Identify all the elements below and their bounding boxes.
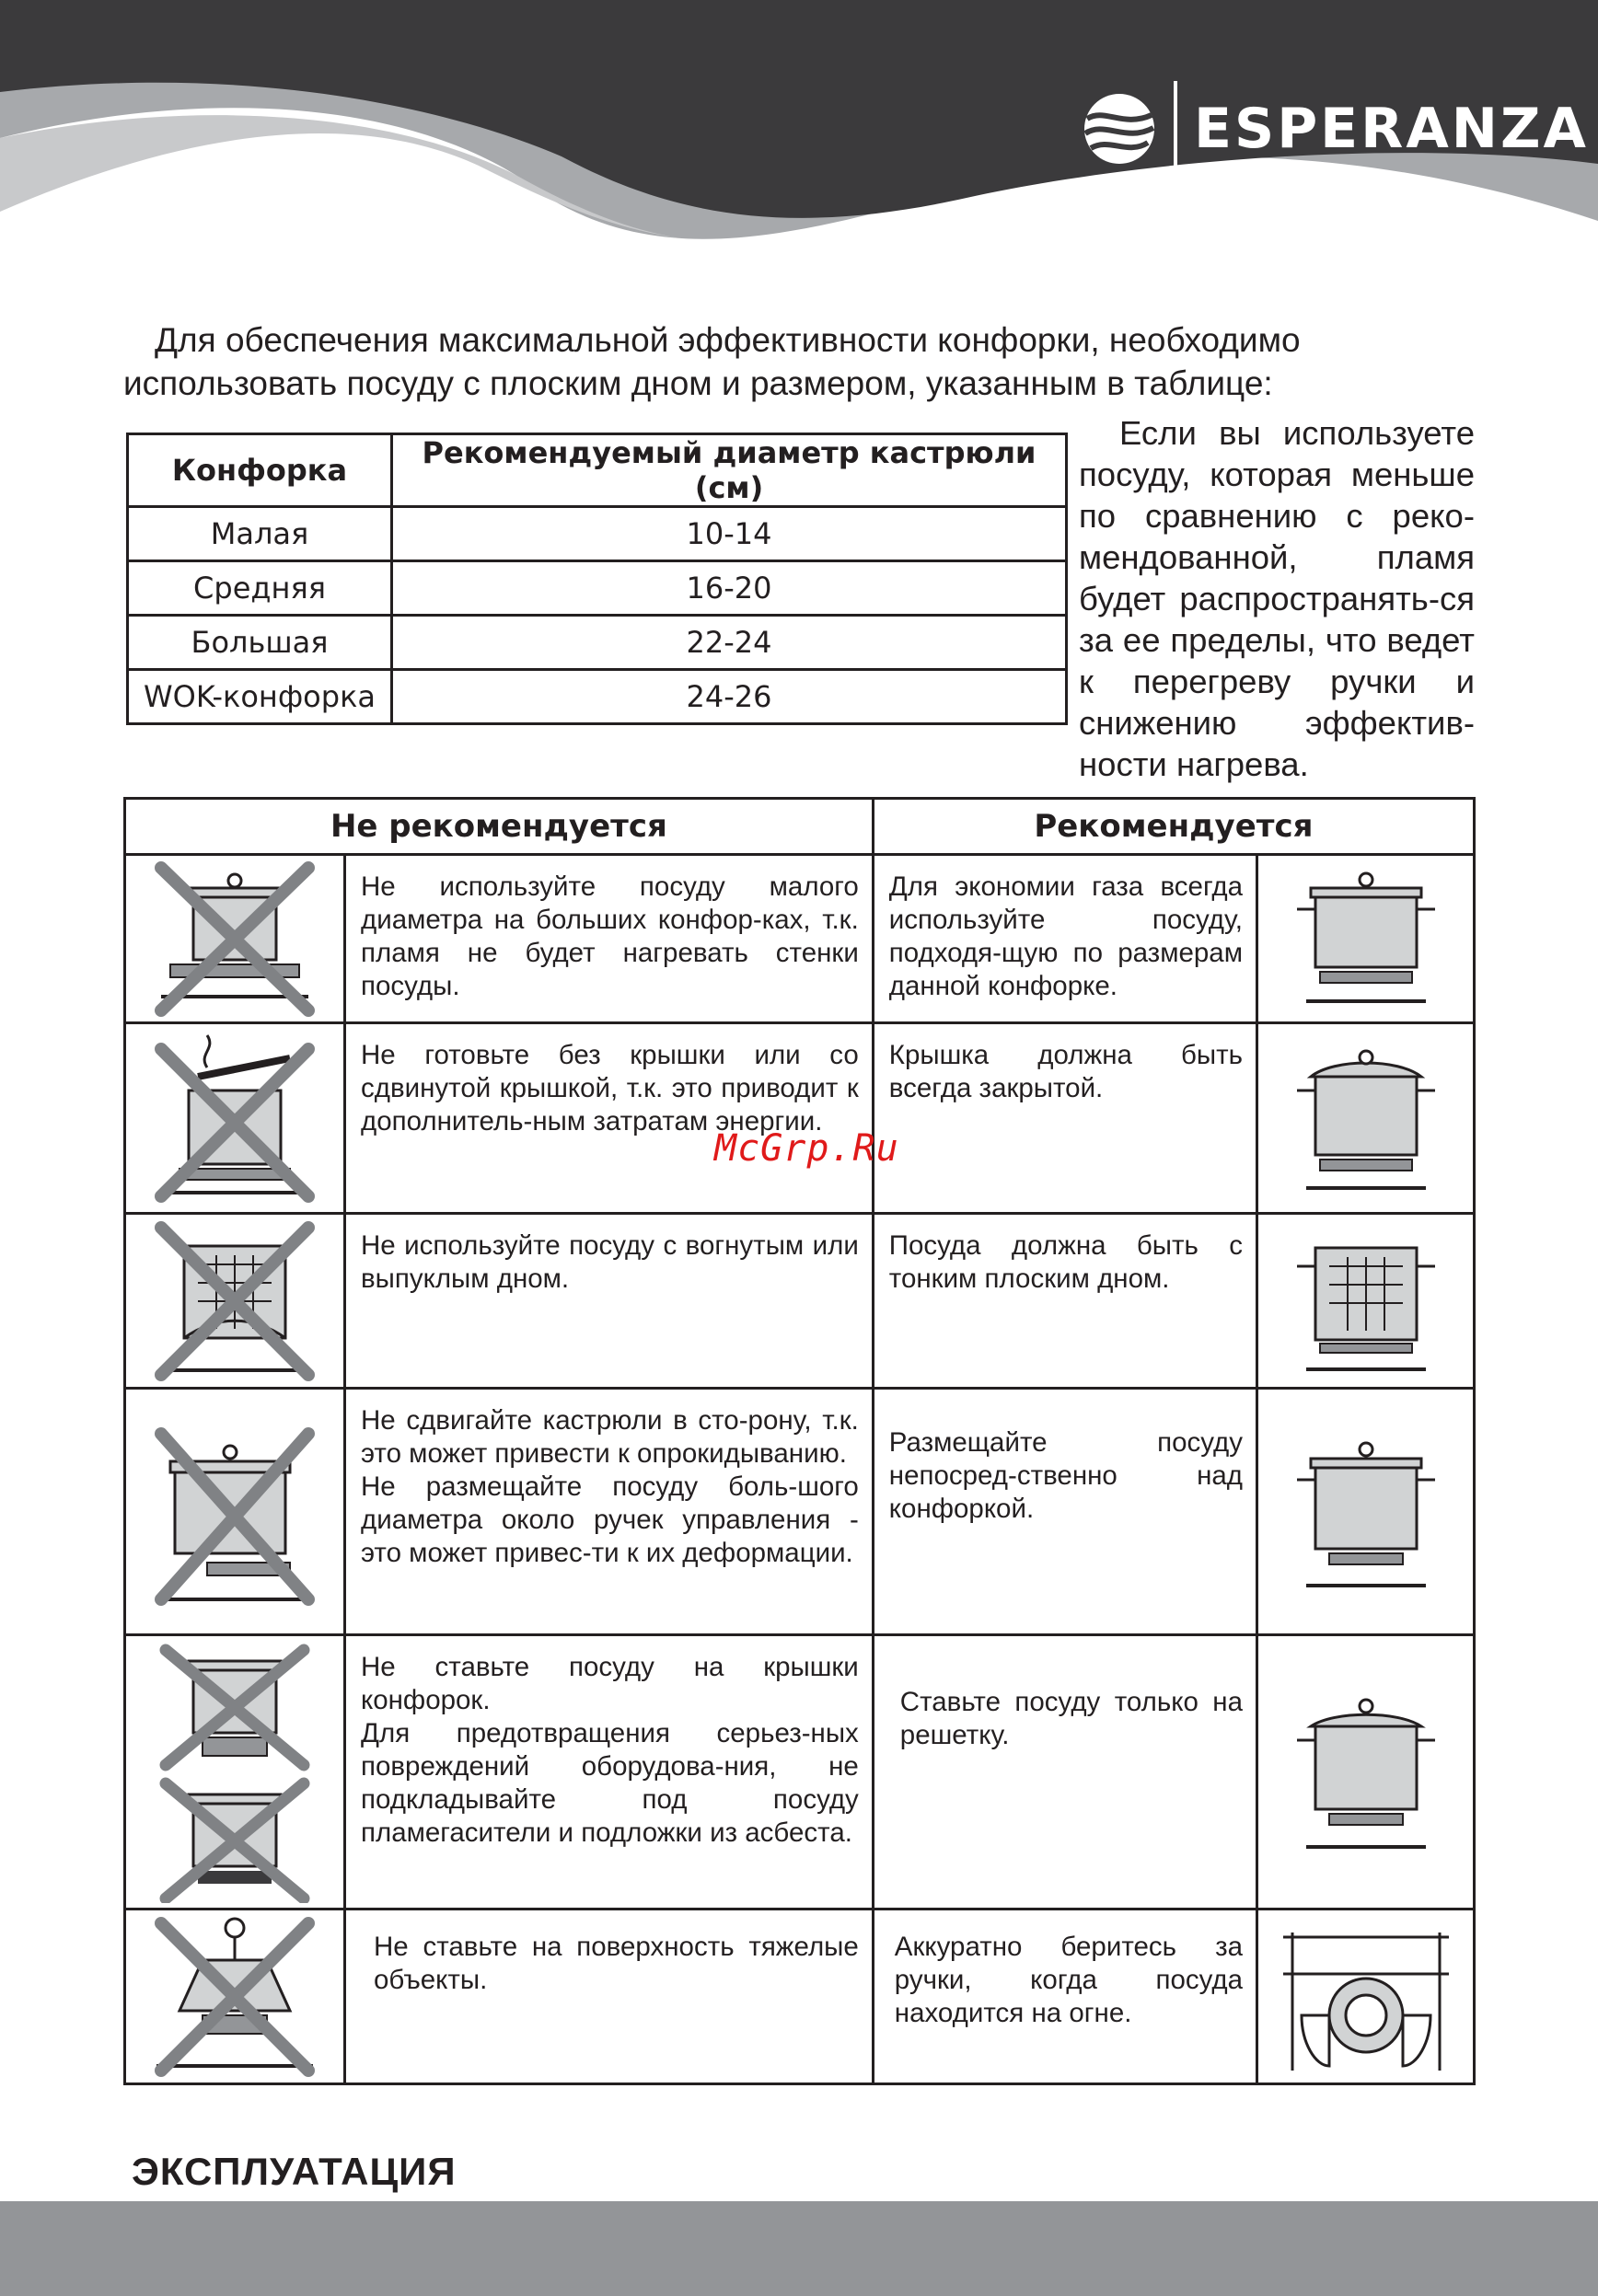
bad-practice-text: Не ставьте посуду на крышки конфорок. Для предотвращения серьез-ных повреждений оборудова-ния, не подкладывайте под посуду пламегасители и подложки из асбеста. [345, 1635, 874, 1909]
good-practice-text: Ставьте посуду только на решетку. [873, 1635, 1256, 1909]
bad-pot-image [125, 1389, 345, 1635]
pot-open-lid-crossed-icon [143, 1031, 327, 1206]
brand-logo [1082, 81, 1589, 177]
guide-row [125, 1635, 1475, 1909]
recommendations-table [123, 797, 1476, 2085]
bad-practice-text: Не готовьте без крышки или со сдвинутой крышкой, т.к. это приводит к дополнитель-ным затратам энергии. [345, 1023, 874, 1214]
fitting-pot-icon [1279, 863, 1453, 1015]
header-not-recommended: Не рекомендуется [125, 799, 874, 855]
pot-on-cap-crossed-icon [143, 1641, 327, 1903]
flat-bottom-pot-icon [1279, 1220, 1453, 1381]
header-burner: Конфорка [128, 434, 392, 507]
good-pot-image [1257, 1909, 1475, 2084]
diameter-cell: 24-26 [392, 670, 1067, 724]
intro-text: Для обеспечения максимальной эффективности конфорки, необходимо использовать посуду с плоским дном и размером, указанным в таблице: [123, 321, 1301, 402]
table-row [128, 561, 1067, 616]
header-recommended: Рекомендуется [873, 799, 1474, 855]
diameter-cell: 10-14 [392, 507, 1067, 561]
guide-row [125, 1389, 1475, 1635]
table-header-row [128, 434, 1067, 507]
intro-paragraph [123, 318, 1430, 405]
footer-band [0, 2201, 1598, 2296]
offset-pot-crossed-icon [143, 1406, 327, 1618]
pot-on-grate-icon [1279, 1676, 1453, 1869]
guide-row [125, 1023, 1475, 1214]
table-row [128, 616, 1067, 670]
brand-name: ESPERANZA [1194, 97, 1589, 161]
good-pot-image [1257, 1635, 1475, 1909]
diameter-cell: 22-24 [392, 616, 1067, 670]
centered-pot-icon [1279, 1420, 1453, 1604]
good-practice-text: Аккуратно беритесь за ручки, когда посуда находится на огне. [873, 1909, 1256, 2084]
header-diameter: Рекомендуемый диаметр кастрюли (см) [392, 434, 1067, 507]
bad-pot-image [125, 855, 345, 1023]
bad-pot-image [125, 1909, 345, 2084]
logo-divider [1174, 81, 1177, 177]
side-note-text: Если вы используете посуду, которая меньше по сравнению с реко-мендованной, пламя будет распространять-ся за ее пределы, что ведет к перегреву ручки и снижению эффектив-ности нагрева. [1079, 414, 1475, 783]
table-row [128, 507, 1067, 561]
bad-pot-image [125, 1214, 345, 1389]
bad-pot-image [125, 1635, 345, 1909]
bad-pot-image [125, 1023, 345, 1214]
good-practice-text: Размещайте посуду непосред-ственно над конфоркой. [873, 1389, 1256, 1635]
good-practice-text: Крышка должна быть всегда закрытой. [873, 1023, 1256, 1214]
section-title: ЭКСПЛУАТАЦИЯ [132, 2150, 457, 2193]
curved-bottom-pot-crossed-icon [143, 1218, 327, 1384]
burner-cell: Большая [128, 616, 392, 670]
guide-row [125, 1909, 1475, 2084]
diameter-cell: 16-20 [392, 561, 1067, 616]
guide-row [125, 855, 1475, 1023]
good-pot-image [1257, 855, 1475, 1023]
good-pot-image [1257, 1389, 1475, 1635]
closed-lid-pot-icon [1279, 1035, 1453, 1201]
bad-practice-text: Не используйте посуду с вогнутым или выпуклым дном. [345, 1214, 874, 1389]
bad-practice-text: Не сдвигайте кастрюли в сто-рону, т.к. это может привести к опрокидыванию. Не размещайте посуду боль-шого диаметра около ручек управления - это может привес-ти к их деформации. [345, 1389, 874, 1635]
watermark: McGrp.Ru [714, 1127, 899, 1170]
burner-cell: Средняя [128, 561, 392, 616]
good-practice-text: Посуда должна быть с тонким плоским дном. [873, 1214, 1256, 1389]
guide-header-row [125, 799, 1475, 855]
small-pot-crossed-icon [143, 859, 327, 1020]
good-practice-text: Для экономии газа всегда используйте посуду, подходя-щую по размерам данной конфорке. [873, 855, 1256, 1023]
side-note [1079, 412, 1475, 785]
burner-cell: WOK-конфорка [128, 670, 392, 724]
bad-practice-text: Не ставьте на поверхность тяжелые объекты. [345, 1909, 874, 2084]
good-pot-image [1257, 1214, 1475, 1389]
bad-practice-text: Не используйте посуду малого диаметра на больших конфор-ках, т.к. пламя не будет нагревать стенки посуды. [345, 855, 874, 1023]
hands-holding-pot-icon [1274, 1914, 1458, 2080]
burner-cell: Малая [128, 507, 392, 561]
table-row [128, 670, 1067, 724]
guide-row [125, 1214, 1475, 1389]
heavy-object-crossed-icon [143, 1914, 327, 2080]
pot-size-table [126, 433, 1068, 725]
good-pot-image [1257, 1023, 1475, 1214]
globe-wave-icon [1082, 91, 1157, 167]
